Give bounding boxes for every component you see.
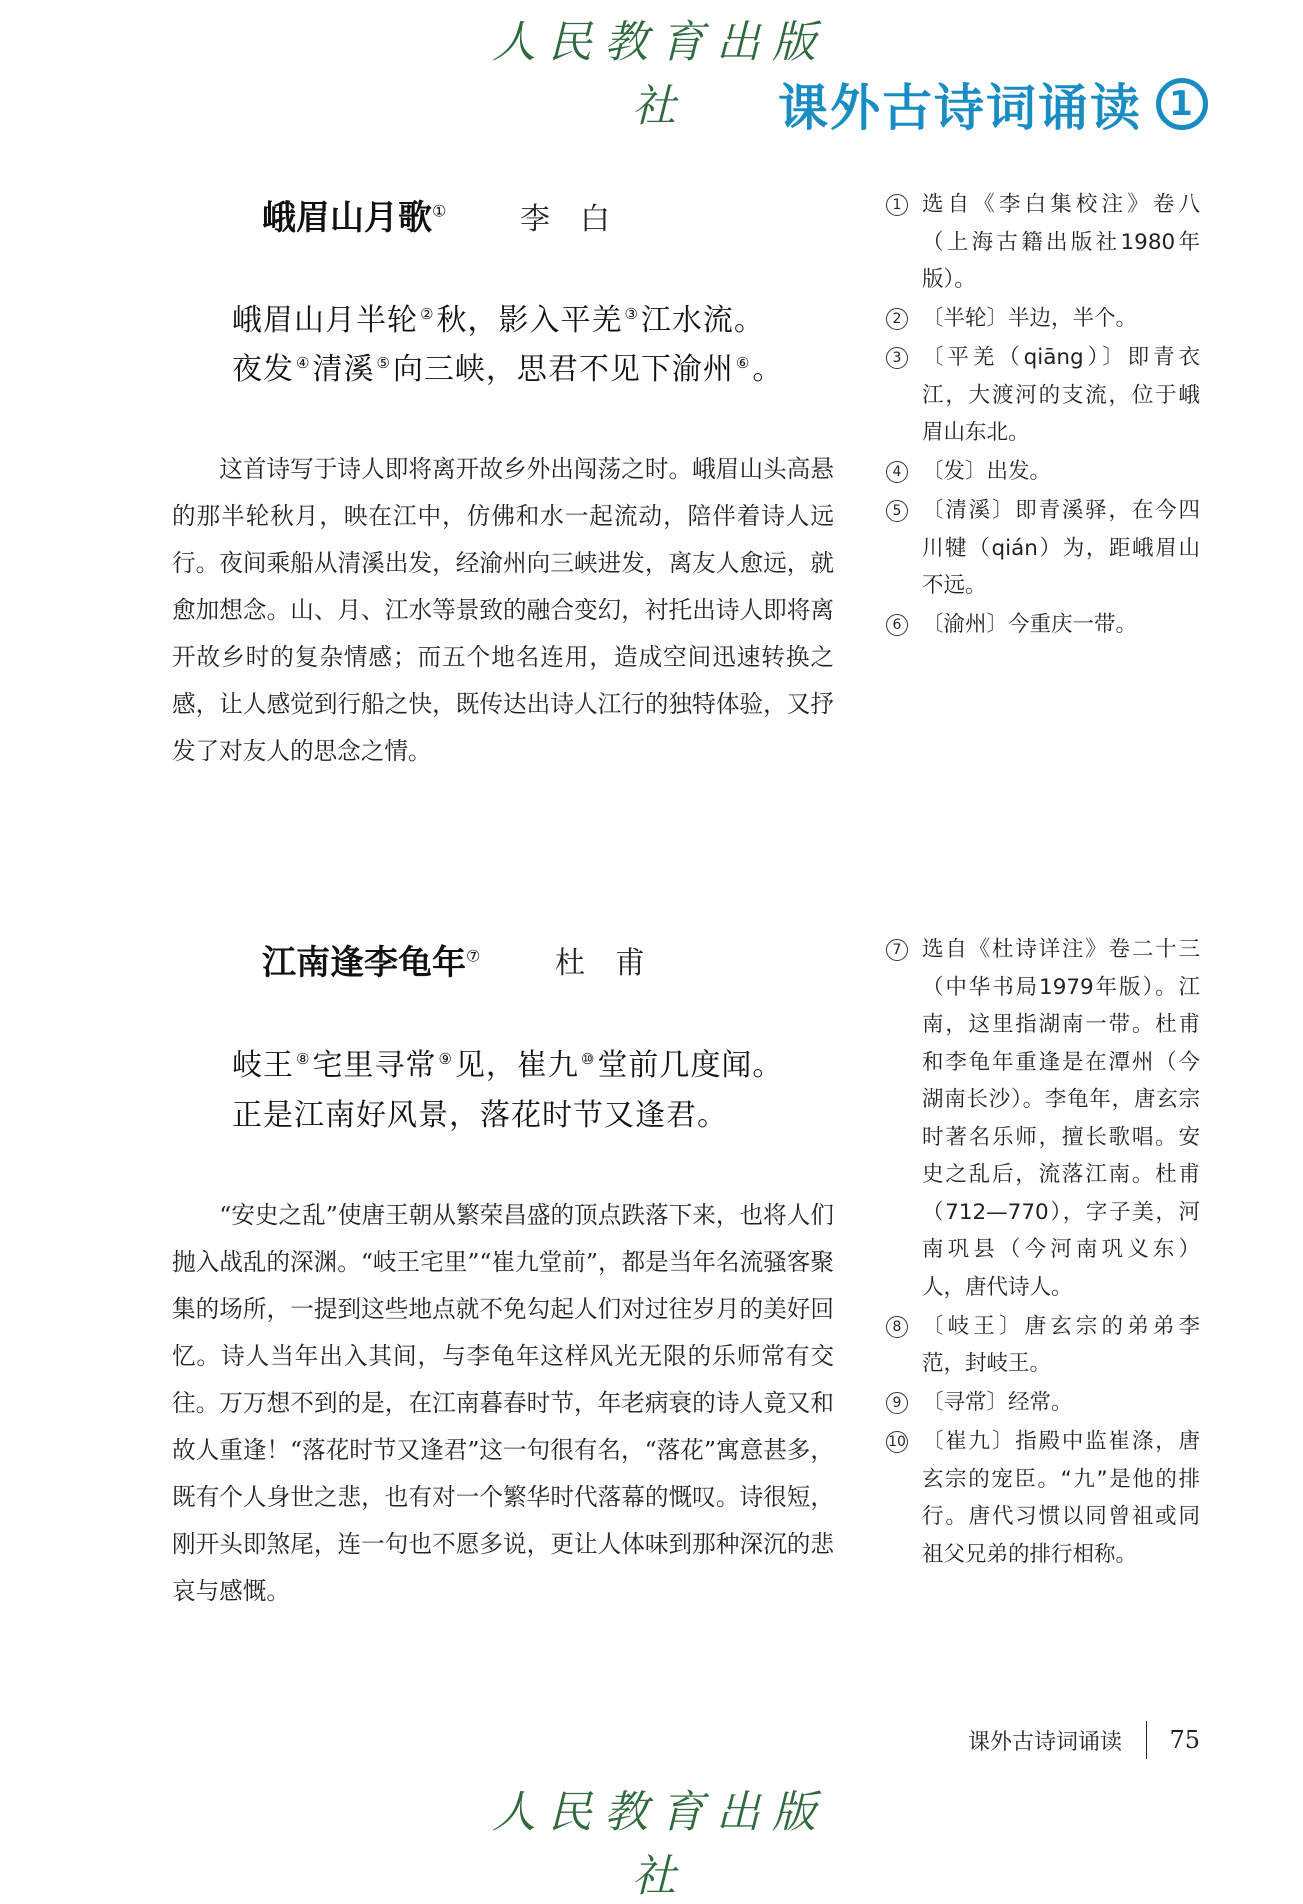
poem-line	[232, 1040, 783, 1084]
footnote	[886, 453, 1200, 491]
poem-author: 杜甫	[555, 946, 675, 981]
publisher-logo-bottom: 人民教育出版社	[492, 1787, 828, 1902]
poem-title-text: 江南逢李龟年	[262, 943, 466, 983]
page-footer	[940, 1720, 1200, 1760]
footnote-text: 〔渝州〕今重庆一带。	[922, 612, 1138, 637]
footnotes	[886, 186, 1200, 645]
page-number: 75	[1169, 1726, 1200, 1754]
footnote-text: 〔半轮〕半边，半个。	[922, 306, 1138, 331]
footnote-text: 〔岐王〕唐玄宗的弟弟李范，封岐王。	[922, 1313, 1200, 1376]
footnote	[886, 492, 1200, 605]
line-text: 见，崔九	[454, 1048, 579, 1083]
commentary-paragraph: 这首诗写于诗人即将离开故乡外出闯荡之时。峨眉山头高悬的那半轮秋月，映在江中，仿佛和水一起流动，陪伴着诗人远行。夜间乘船从清溪出发，经渝州向三峡进发，离友人愈远，就愈加想念。山、月、江水等景致的融合变幻，衬托出诗人即将离开故乡时的复杂情感；而五个地名连用，造成空间迅速转换之感，让人感觉到行船之快，既传达出诗人江行的独特体验，又抒发了对友人的思念之情。	[172, 455, 834, 765]
section-title	[778, 68, 1208, 140]
footnote-marker: ②	[420, 305, 435, 323]
footnote-text: 〔崔九〕指殿中监崔涤，唐玄宗的宠臣。“九”是他的排行。唐代习惯以同曾祖或同祖父兄弟的排行相称。	[922, 1429, 1200, 1567]
footnote-text: 选自《李白集校注》卷八（上海古籍出版社1980年版）。	[922, 192, 1200, 292]
poem-line	[232, 344, 783, 388]
footnote-number: 1	[886, 194, 908, 216]
line-text: 正是江南好风景，落花时节又逢君。	[232, 1098, 728, 1133]
line-text: 峨眉山月半轮	[232, 303, 418, 338]
footer-divider	[1146, 1721, 1148, 1759]
footnote	[886, 1423, 1200, 1573]
footnote-text: 〔寻常〕经常。	[922, 1390, 1073, 1415]
footnote-marker: ④	[296, 354, 311, 372]
commentary-paragraph: “安史之乱”使唐王朝从繁荣昌盛的顶点跌落下来，也将人们抛入战乱的深渊。“岐王宅里”“崔九堂前”，都是当年名流骚客聚集的场所，一提到这些地点就不免勾起人们对过往岁月的美好回忆。诗人当年出入其间，与李龟年这样风光无限的乐师常有交往。万万想不到的是，在江南暮春时节，年老病衰的诗人竟又和故人重逢！“落花时节又逢君”这一句很有名，“落花”寓意甚多，既有个人身世之悲，也有对一个繁华时代落幕的慨叹。诗很短，刚开头即煞尾，连一句也不愿多说，更让人体味到那种深沉的悲哀与感慨。	[172, 1201, 834, 1605]
line-text: 。	[752, 352, 784, 387]
poem-commentary	[172, 1192, 834, 1615]
line-text: 堂前几度闻。	[597, 1048, 784, 1083]
footnote-number: 9	[886, 1392, 908, 1414]
footnote-number: 8	[886, 1316, 908, 1338]
line-text: 宅里寻常	[312, 1048, 437, 1083]
footnote	[886, 339, 1200, 452]
poem-commentary	[172, 446, 834, 775]
poem-author: 李白	[520, 202, 640, 237]
footnote-number: 10	[886, 1431, 908, 1453]
footnote-text: 〔发〕出发。	[922, 459, 1052, 484]
footnote	[886, 606, 1200, 644]
footnote-number: 7	[886, 939, 908, 961]
line-text: 清溪	[312, 352, 375, 387]
line-text: 江水流。	[640, 303, 765, 338]
footnote-marker: ⑧	[296, 1050, 311, 1068]
section-title-text: 课外古诗词诵读	[778, 79, 1142, 137]
footnote-text: 选自《杜诗详注》卷二十三（中华书局1979年版）。江南，这里指湖南一带。杜甫和李龟年重逢是在潭州（今湖南长沙）。李龟年，唐玄宗时著名乐师，擅长歌唱。安史之乱后，流落江南。杜甫（712—770），字子美，河南巩县（今河南巩义东）人，唐代诗人。	[922, 937, 1200, 1300]
footnote	[886, 1384, 1200, 1422]
footnote-number: 6	[886, 614, 908, 636]
footnote	[886, 931, 1200, 1306]
line-text: 夜发	[232, 352, 294, 387]
footnote-text: 〔清溪〕即青溪驿，在今四川犍（qián）为，距峨眉山不远。	[922, 498, 1200, 598]
footnote	[886, 300, 1200, 338]
footnote-marker: ⑦	[466, 946, 481, 966]
footnote-number: 5	[886, 500, 908, 522]
publisher-logo: 人民教育出版社	[492, 17, 828, 132]
footnote	[886, 1308, 1200, 1383]
footnote-number: 4	[886, 461, 908, 483]
footnote-marker: ⑤	[376, 354, 391, 372]
footnotes	[886, 931, 1200, 1575]
footnote-number: 3	[886, 347, 908, 369]
footnote-number: 2	[886, 308, 908, 330]
footnote	[886, 186, 1200, 299]
poem-title	[262, 935, 480, 984]
poem-title	[262, 190, 446, 239]
footnote-marker: ③	[624, 305, 639, 323]
line-text: 秋，影入平羌	[436, 303, 623, 338]
footnote-marker: ⑥	[735, 354, 751, 372]
line-text: 向三峡，思君不见下渝州	[392, 352, 734, 387]
footnote-marker: ⑩	[580, 1050, 596, 1068]
poem-line	[232, 1090, 728, 1134]
poem-line	[232, 295, 765, 339]
poem-title-text: 峨眉山月歌	[262, 198, 432, 238]
footnote-text: 〔平羌（qiāng）〕即青衣江，大渡河的支流，位于峨眉山东北。	[922, 345, 1200, 445]
footnote-marker: ⑨	[438, 1050, 453, 1068]
line-text: 岐王	[232, 1048, 294, 1083]
unit-badge: 1	[1156, 78, 1208, 130]
footnote-marker: ①	[432, 201, 447, 221]
footer-section-label: 课外古诗词诵读	[967, 1729, 1122, 1755]
